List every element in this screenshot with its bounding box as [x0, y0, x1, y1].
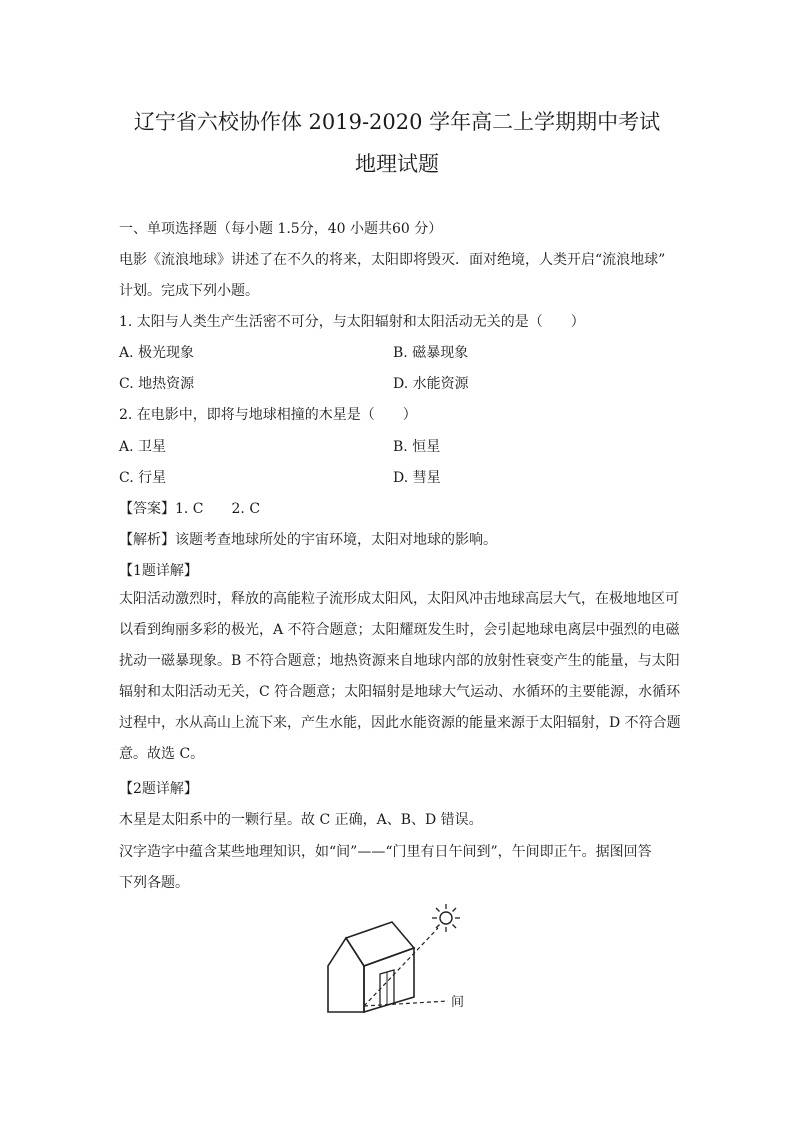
detail-1-paragraph: [119, 584, 679, 770]
q2-option-b: B. 恒星: [393, 439, 441, 455]
q1-option-c: C. 地热资源: [119, 376, 195, 392]
intro-line-1: 电影《流浪地球》讲述了在不久的将来，太阳即将毁灭．面对绝境，人类开启“流浪地球”: [119, 252, 666, 268]
house-front-outline: [328, 938, 364, 1012]
q2-option-a: A. 卫星: [119, 439, 167, 455]
q2-option-c: C. 行星: [119, 470, 167, 486]
detail-2-text: 木星是太阳系中的一颗行星。故 C 正确，A、B、D 错误。: [119, 812, 483, 828]
detail-1-line: 扰动一磁暴现象。B 不符合题意；地热资源来自地球内部的放射性衰变产生的能量，与太阳: [119, 653, 680, 669]
q2-option-d: D. 彗星: [393, 470, 441, 486]
house-sun-diagram: [320, 900, 490, 1020]
intro-2-line-2: 下列各题。: [119, 875, 189, 891]
detail-1-line: 太阳活动激烈时，释放的高能粒子流形成太阳风，太阳风冲击地球高层大气，在极地地区可: [119, 591, 679, 607]
q1-option-a: A. 极光现象: [119, 345, 195, 361]
intro-2-line-1: 汉字造字中蕴含某些地理知识，如“间”——“门里有日午间到”，午间即正午。据图回答: [119, 844, 652, 860]
title-line-2: 地理试题: [355, 152, 439, 176]
title-line-1: 辽宁省六校协作体 2019-2020 学年高二上学期期中考试: [133, 110, 661, 134]
detail-1-line: 辐射和太阳活动无关，C 符合题意；太阳辐射是地球大气运动、水循环的主要能源，水循环: [119, 684, 681, 700]
sun-ray-line: [364, 928, 438, 1006]
sun-icon: [432, 904, 460, 932]
answer-line: 【答案】1. C 2. C: [119, 501, 261, 517]
question-2-stem: 2. 在电影中，即将与地球相撞的木星是（ ）: [119, 407, 417, 423]
detail-2-heading: 【2题详解】: [119, 781, 198, 797]
q1-option-b: B. 磁暴现象: [393, 345, 469, 361]
analysis-line: 【解析】该题考查地球所处的宇宙环境，太阳对地球的影响。: [119, 532, 497, 548]
figure-label-jian: 间: [451, 995, 465, 1010]
q1-option-d: D. 水能资源: [393, 376, 469, 392]
detail-1-heading: 【1题详解】: [119, 563, 198, 579]
intro-line-2: 计划。完成下列小题。: [119, 283, 259, 299]
question-1-stem: 1. 太阳与人类生产生活密不可分，与太阳辐射和太阳活动无关的是（ ）: [119, 314, 585, 330]
section-heading: 一、单项选择题（每小题 1.5分，40 小题共60 分）: [119, 221, 443, 237]
detail-1-line: 意。故选 C。: [119, 746, 205, 762]
house-sun-figure: [320, 900, 490, 1024]
detail-1-line: 以看到绚丽多彩的极光，A 不符合题意；太阳耀斑发生时，会引起地球电离层中强烈的电磁: [119, 622, 680, 638]
detail-1-line: 过程中，水从高山上流下来，产生水能，因此水能资源的能量来源于太阳辐射，D 不符合题: [119, 715, 681, 731]
ground-ray-line: [364, 1001, 448, 1006]
